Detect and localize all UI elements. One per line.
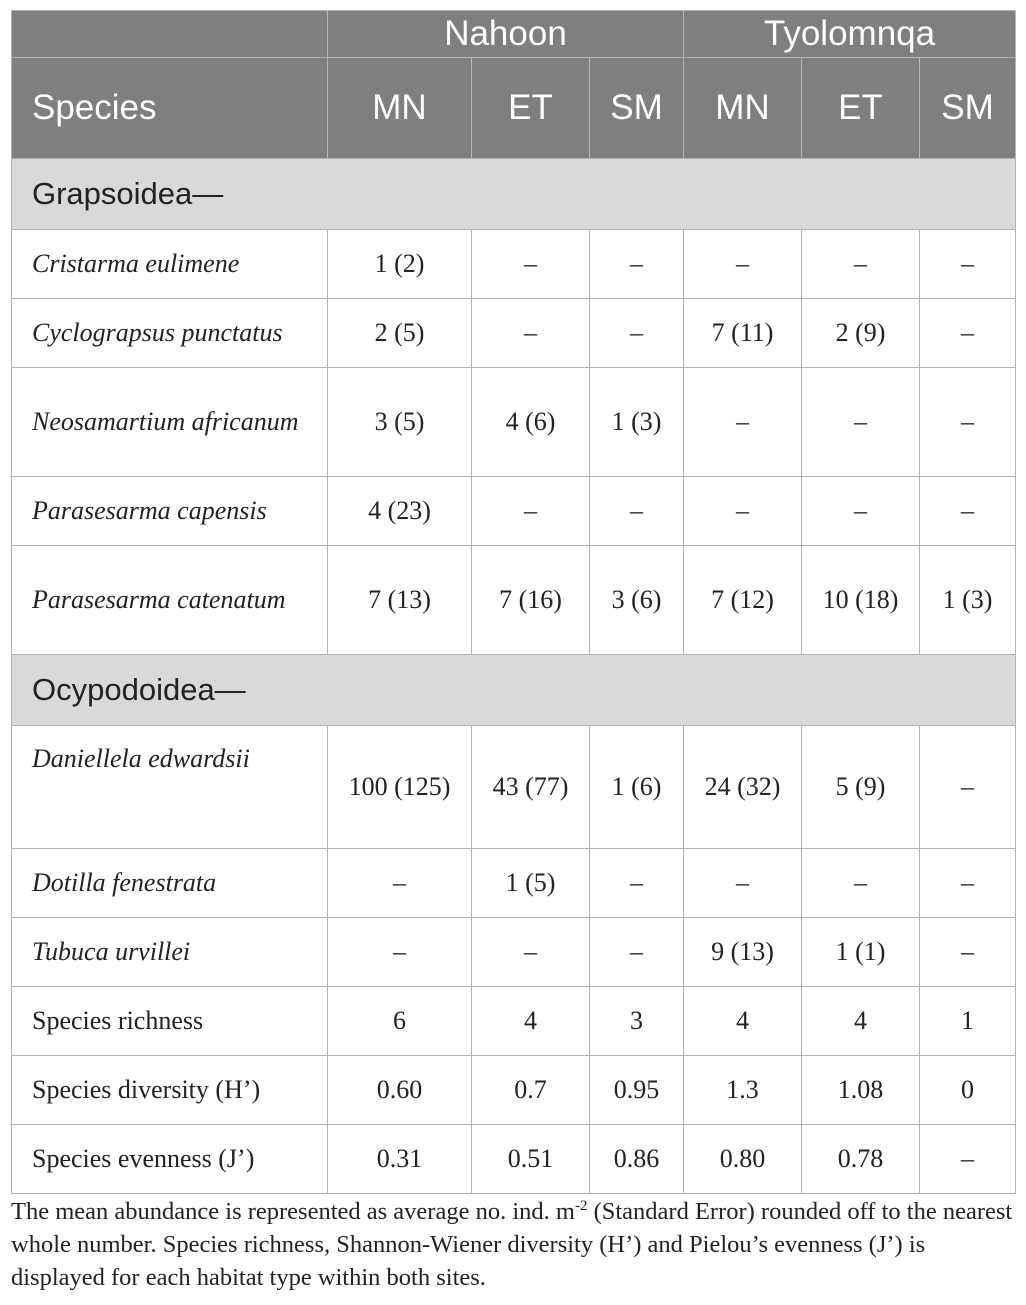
value-cell: 0.31 (328, 1125, 472, 1194)
value-cell: 7 (11) (684, 299, 802, 368)
value-cell: 2 (5) (328, 299, 472, 368)
value-cell: 4 (472, 987, 590, 1056)
site-header-nahoon: Nahoon (328, 11, 684, 58)
value-cell: 4 (6) (472, 368, 590, 477)
value-cell: 0 (920, 1056, 1016, 1125)
value-cell: – (802, 849, 920, 918)
value-cell: 0.80 (684, 1125, 802, 1194)
value-cell: 1 (1) (802, 918, 920, 987)
value-cell: 0.86 (590, 1125, 684, 1194)
value-cell: – (590, 299, 684, 368)
value-cell: – (920, 726, 1016, 849)
value-cell: 1 (6) (590, 726, 684, 849)
value-cell: – (590, 230, 684, 299)
value-cell: 7 (12) (684, 546, 802, 655)
value-cell: – (472, 918, 590, 987)
group-row-grapsoidea (12, 159, 1016, 230)
value-cell: 9 (13) (684, 918, 802, 987)
species-name: Cyclograpsus punctatus (12, 299, 328, 368)
value-cell: – (920, 918, 1016, 987)
value-cell: 3 (590, 987, 684, 1056)
value-cell: 7 (13) (328, 546, 472, 655)
value-cell: 4 (684, 987, 802, 1056)
species-name: Daniellela edwardsii (12, 726, 328, 849)
species-name: Tubuca urvillei (12, 918, 328, 987)
habitat-header: MN (684, 58, 802, 159)
value-cell: 6 (328, 987, 472, 1056)
value-cell: – (920, 230, 1016, 299)
value-cell: 0.60 (328, 1056, 472, 1125)
value-cell: – (328, 849, 472, 918)
value-cell: – (472, 299, 590, 368)
value-cell: – (684, 477, 802, 546)
summary-label: Species richness (12, 987, 328, 1056)
site-header-row (12, 11, 1016, 58)
value-cell: – (920, 1125, 1016, 1194)
habitat-header: ET (802, 58, 920, 159)
value-cell: 2 (9) (802, 299, 920, 368)
summary-row-richness (12, 987, 1016, 1056)
species-column-header: Species (12, 58, 328, 159)
footnote-part2: (Standard Error) rounded off to the nearest whole number. Species richness, Shannon-Wiener diversity (H’) and Pielou’s evenness (J’) is displayed for each habitat type within both sites. (11, 1198, 1013, 1292)
group-row-ocypodoidea (12, 655, 1016, 726)
footnote-part1: The mean abundance is represented as average no. ind. m (11, 1198, 575, 1226)
site-header-tyolomnqa: Tyolomnqa (684, 11, 1016, 58)
species-name: Cristarma eulimene (12, 230, 328, 299)
group-label: Ocypodoidea— (12, 655, 1016, 726)
footnote-superscript: -2 (574, 1198, 588, 1214)
group-label: Grapsoidea— (12, 159, 1016, 230)
value-cell: 0.7 (472, 1056, 590, 1125)
value-cell: 0.78 (802, 1125, 920, 1194)
habitat-header: MN (328, 58, 472, 159)
summary-row-evenness (12, 1125, 1016, 1194)
header-blank-cell (12, 11, 328, 58)
table-footnote (11, 1190, 1017, 1294)
table-row (12, 230, 1016, 299)
table-row (12, 849, 1016, 918)
value-cell: 3 (6) (590, 546, 684, 655)
value-cell: 1.08 (802, 1056, 920, 1125)
value-cell: 24 (32) (684, 726, 802, 849)
table-row (12, 368, 1016, 477)
habitat-header: ET (472, 58, 590, 159)
value-cell: – (920, 299, 1016, 368)
value-cell: 0.95 (590, 1056, 684, 1125)
value-cell: – (802, 230, 920, 299)
table-row (12, 726, 1016, 849)
species-name: Neosamartium africanum (12, 368, 328, 477)
habitat-header: SM (920, 58, 1016, 159)
summary-row-diversity (12, 1056, 1016, 1125)
species-name: Parasesarma capensis (12, 477, 328, 546)
table-row (12, 918, 1016, 987)
value-cell: 1 (3) (590, 368, 684, 477)
value-cell: 1 (5) (472, 849, 590, 918)
value-cell: – (590, 918, 684, 987)
value-cell: – (472, 230, 590, 299)
value-cell: 1 (920, 987, 1016, 1056)
value-cell: – (590, 477, 684, 546)
table-row (12, 477, 1016, 546)
value-cell: 0.51 (472, 1125, 590, 1194)
value-cell: – (920, 849, 1016, 918)
value-cell: – (684, 230, 802, 299)
value-cell: 7 (16) (472, 546, 590, 655)
value-cell: 5 (9) (802, 726, 920, 849)
habitat-header-row (12, 58, 1016, 159)
abundance-table-container (11, 10, 1015, 1194)
value-cell: 1 (3) (920, 546, 1016, 655)
value-cell: 10 (18) (802, 546, 920, 655)
value-cell: 4 (802, 987, 920, 1056)
value-cell: 100 (125) (328, 726, 472, 849)
value-cell: 1.3 (684, 1056, 802, 1125)
species-name: Dotilla fenestrata (12, 849, 328, 918)
species-name: Parasesarma catenatum (12, 546, 328, 655)
abundance-table (11, 10, 1016, 1194)
value-cell: – (684, 849, 802, 918)
value-cell: 3 (5) (328, 368, 472, 477)
value-cell: – (802, 477, 920, 546)
value-cell: – (590, 849, 684, 918)
value-cell: – (920, 368, 1016, 477)
value-cell: 1 (2) (328, 230, 472, 299)
value-cell: – (920, 477, 1016, 546)
habitat-header: SM (590, 58, 684, 159)
value-cell: 4 (23) (328, 477, 472, 546)
value-cell: 43 (77) (472, 726, 590, 849)
summary-label: Species evenness (J’) (12, 1125, 328, 1194)
table-row (12, 299, 1016, 368)
value-cell: – (802, 368, 920, 477)
summary-label: Species diversity (H’) (12, 1056, 328, 1125)
value-cell: – (328, 918, 472, 987)
value-cell: – (684, 368, 802, 477)
table-row (12, 546, 1016, 655)
value-cell: – (472, 477, 590, 546)
